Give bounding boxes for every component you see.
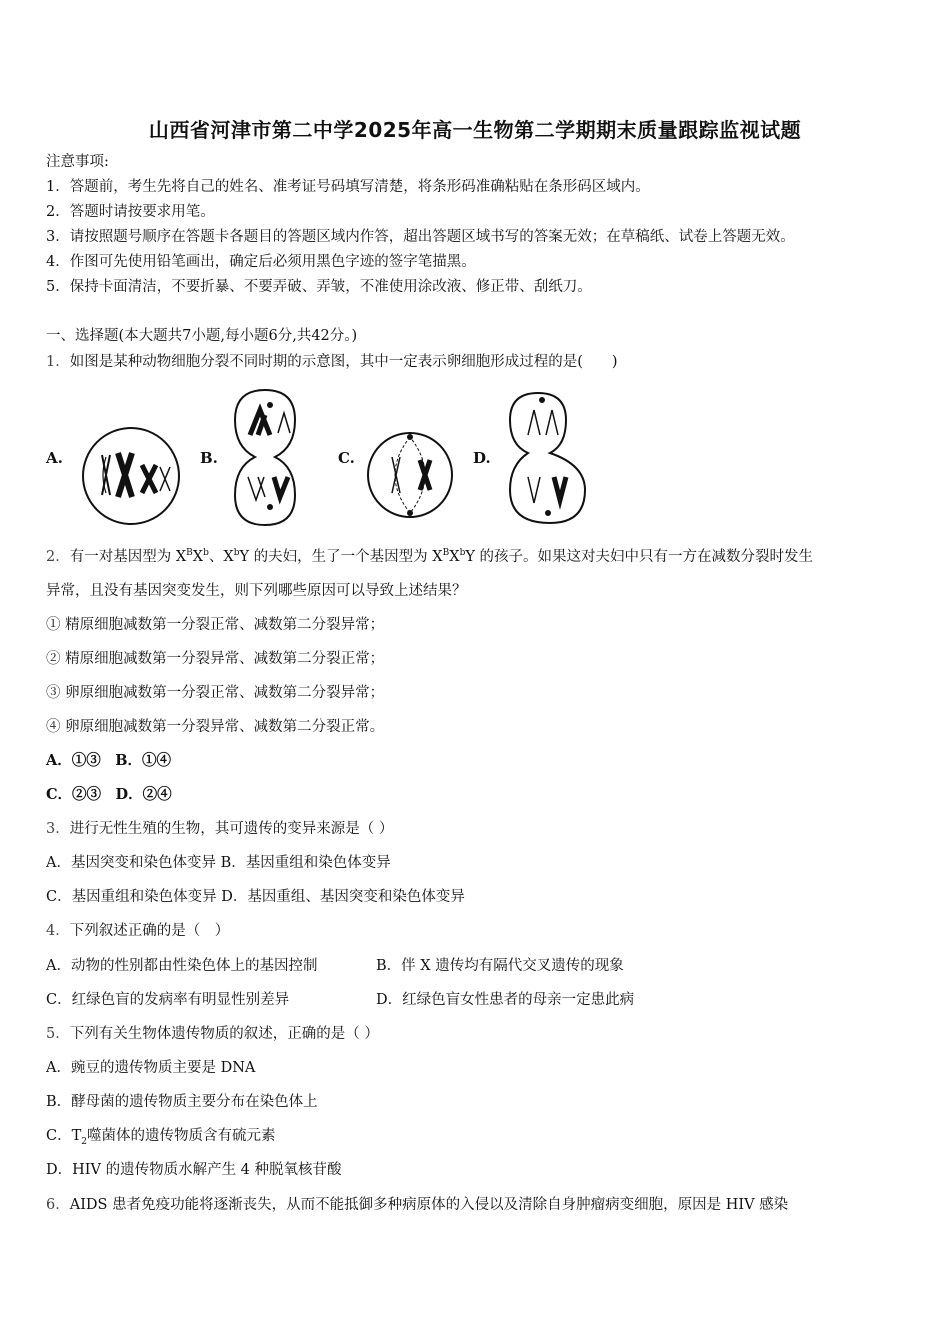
answer-option-d: D．红绿色盲女性患者的母亲一定患此病: [376, 992, 635, 1008]
question-1: [46, 352, 618, 372]
option-label-d: D.: [473, 449, 491, 467]
question-number: 5．: [46, 1026, 70, 1042]
answer-option-c: [46, 1126, 276, 1152]
option-label-b: B.: [200, 449, 218, 467]
question-2: [46, 543, 813, 567]
answer-option-a: A．豌豆的遗传物质主要是 DNA: [46, 1060, 256, 1076]
page-title: 山西省河津市第二中学2025年高一生物第二学期期末质量跟踪监视试题: [148, 118, 802, 142]
answer-option-b: B．伴 X 遗传均有隔代交叉遗传的现象: [376, 958, 624, 974]
cell-b-diagram: [235, 390, 295, 525]
answer-options: A．基因突变和染色体变异 B．基因重组和染色体变异: [46, 855, 391, 871]
notice-item: 4．作图可先使用铅笔画出，确定后必须用黑色字迹的签字笔描黑。: [46, 254, 476, 270]
question-text-part: Y 的孩子。如果这对夫妇中只有一方在减数分裂时发生: [465, 548, 814, 565]
cell-a-diagram: [83, 428, 179, 524]
question-4: [46, 921, 229, 941]
answer-options: A．①③ B．①④: [46, 752, 172, 769]
notice-heading: 注意事项:: [46, 154, 109, 170]
answer-option-d: D．HIV 的遗传物质水解产生 4 种脱氧核苷酸: [46, 1162, 342, 1178]
allele-superscript: b: [459, 548, 466, 558]
question-text: 下列有关生物体遗传物质的叙述，正确的是（ ）: [69, 1026, 379, 1042]
question-text-part: Y 的夫妇，生了一个基因型为 X: [239, 548, 443, 565]
question-number: 4．: [46, 923, 70, 939]
question-6: [46, 1195, 788, 1215]
answer-option-a: A．动物的性别都由性染色体上的基因控制: [46, 958, 318, 974]
subscript: 2: [81, 1136, 88, 1147]
question-number: 6．: [46, 1197, 70, 1213]
question-number: 2．: [46, 548, 70, 565]
allele-superscript: B: [442, 548, 450, 558]
answer-options: C．②③ D．②④: [46, 786, 172, 803]
statement-item: ① 精原细胞减数第一分裂正常、减数第二分裂异常；: [46, 617, 385, 633]
notice-item: 5．保持卡面清洁，不要折暴、不要弄破、弄皱，不准使用涂改液、修正带、刮纸刀。: [46, 279, 592, 295]
question-text-part: 有一对基因型为 X: [69, 548, 187, 565]
question-text: AIDS 患者免疫功能将逐渐丧失，从而不能抵御多种病原体的入侵以及清除自身肿瘤病变细胞，原因是 HIV 感染: [69, 1197, 789, 1213]
statement-item: ③ 卵原细胞减数第一分裂正常、减数第二分裂异常；: [46, 685, 385, 701]
statement-item: ② 精原细胞减数第一分裂异常、减数第二分裂正常；: [46, 651, 385, 667]
answer-options: C．基因重组和染色体变异 D．基因重组、基因突变和染色体变异: [46, 889, 465, 905]
question-number: 3．: [46, 821, 70, 837]
cell-c-diagram: [368, 433, 452, 517]
question-5: [46, 1024, 379, 1044]
answer-option-b: B．酵母菌的遗传物质主要分布在染色体上: [46, 1094, 318, 1110]
allele-superscript: B: [186, 548, 193, 558]
question-3: [46, 819, 393, 839]
notice-item: 3．请按照题号顺序在答题卡各题目的答题区域内作答，超出答题区域书写的答案无效；在草稿纸、试卷上答题无效。: [46, 229, 795, 245]
question-text: 下列叙述正确的是（ ）: [69, 923, 230, 939]
allele-superscript: b: [233, 548, 240, 558]
cell-d-diagram: [510, 393, 585, 523]
question-text-continued: 异常，且没有基因突变发生，则下列哪些原因可以导致上述结果？: [46, 583, 467, 599]
question-text: 进行无性生殖的生物，其可遗传的变异来源是（ ）: [69, 821, 394, 837]
cell-division-figure: [70, 385, 600, 530]
statement-item: ④ 卵原细胞减数第一分裂异常、减数第二分裂正常。: [46, 719, 385, 735]
question-text: 如图是某种动物细胞分裂不同时期的示意图，其中一定表示卵细胞形成过程的是( ): [69, 354, 618, 370]
option-text-part: 噬菌体的遗传物质含有硫元素: [87, 1128, 276, 1144]
allele-superscript: b: [203, 548, 209, 558]
question-text-part: 、X: [208, 548, 234, 565]
section-heading: 一、选择题(本大题共7小题,每小题6分,共42分。): [46, 328, 358, 344]
option-label-a: A.: [46, 449, 63, 467]
question-text-part: X: [192, 548, 204, 565]
answer-option-c: C．红绿色盲的发病率有明显性别差异: [46, 992, 290, 1008]
option-label-c: C.: [338, 449, 355, 467]
question-number: 1．: [46, 354, 70, 370]
option-text-part: C．T: [46, 1128, 82, 1144]
question-text-part: X: [449, 548, 460, 565]
notice-item: 1．答题前，考生先将自己的姓名、准考证号码填写清楚，将条形码准确粘贴在条形码区域内。: [46, 179, 650, 195]
notice-item: 2．答题时请按要求用笔。: [46, 204, 215, 220]
